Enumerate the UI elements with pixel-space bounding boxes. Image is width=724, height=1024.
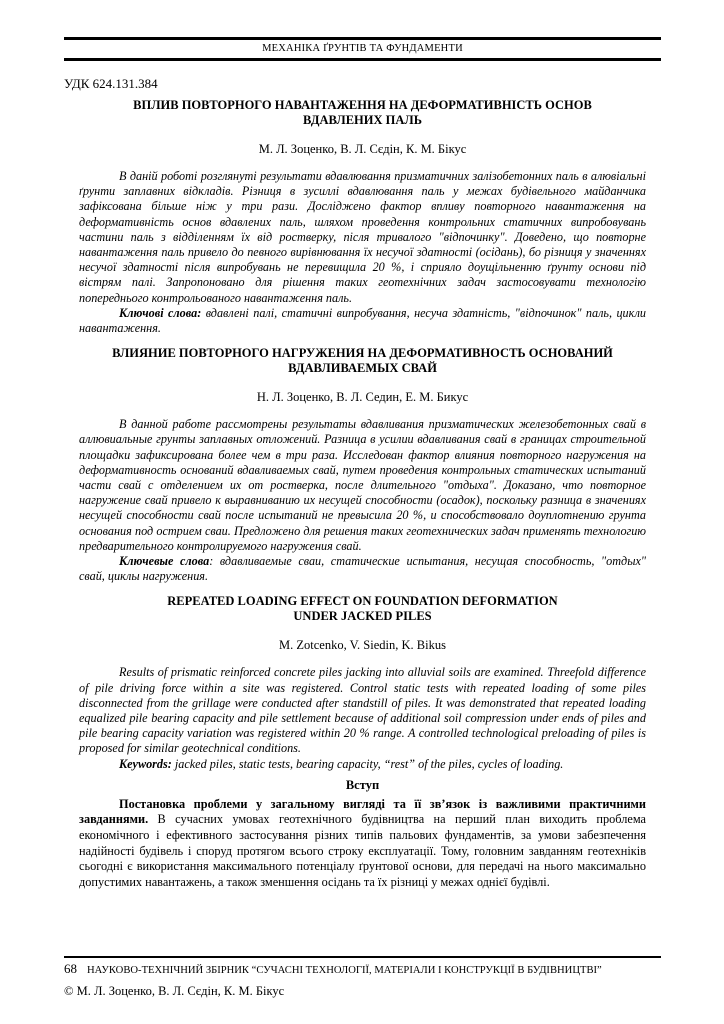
ua-keywords-label: Ключові слова: [119, 305, 202, 320]
intro-paragraph [79, 797, 646, 891]
ru-title-line1: ВЛИЯНИЕ ПОВТОРНОГО НАГРУЖЕНИЯ НА ДЕФОРМАТИВНОСТЬ ОСНОВАНИЙ [112, 346, 613, 361]
running-title: МЕХАНІКА ҐРУНТІВ ТА ФУНДАМЕНТИ [262, 43, 463, 54]
ua-title [79, 98, 646, 128]
article-content [79, 98, 646, 890]
en-title-line1: REPEATED LOADING EFFECT ON FOUNDATION DEFORMATION [167, 594, 558, 609]
ru-keywords-text: : вдавливаемые сваи, статические испытания, несущая способность, "отдых" свай, циклы нагружения. [79, 554, 646, 584]
ru-section [79, 346, 646, 584]
copyright: © М. Л. Зоценко, В. Л. Сєдін, К. М. Бікус [64, 984, 285, 998]
intro-heading: Вступ [345, 777, 380, 792]
en-keywords-text: jacked piles, static tests, bearing capacity, “rest” of the piles, cycles of loading. [171, 756, 564, 771]
ru-abstract: В данной работе рассмотрены результаты вдавливания призматических железобетонных свай в аллювиальные грунты заплавных отложений. Разница в усилии вдавливания свай в границах строительной площадки зафиксирована более чем в три раза. Исследован фактор влияния повторного нагружения на деформативность оснований вдавливаемых свай, путем проведения контрольных статических испытаний части свай с отделением их от ростверка, после длительного "отдыха". Доказано, что повторное нагружение свай привело к выравниванию их несущей способности (осадок), поскольку разница в значениях несущей способности свай после испытаний не превысила 20 %, и способствовало доуплотнению грунта основания под острием сваи. Предложено для решения таких геотехнических задач применять технологию предварительного контролируемого нагружения свай. [79, 417, 646, 553]
ua-title-line1: ВПЛИВ ПОВТОРНОГО НАВАНТАЖЕННЯ НА ДЕФОРМАТИВНІСТЬ ОСНОВ [133, 98, 592, 112]
en-section [79, 594, 646, 771]
ua-authors: М. Л. Зоценко, В. Л. Сєдін, К. М. Бікус [258, 142, 467, 156]
en-title-line2: UNDER JACKED PILES [293, 609, 432, 624]
ru-title-line2: ВДАВЛИВАЕМЫХ СВАЙ [288, 361, 437, 376]
udk-code: УДК 624.131.384 [64, 76, 158, 91]
en-title [79, 594, 646, 624]
en-keywords-label: Keywords: [119, 756, 172, 771]
intro-text: В сучасних умовах геотехнічного будівництва на перший план виходить проблема економічного і ефективного застосування різних типів пальових фундаментів, за умови забезпечення надійності будівель і споруд протягом всього строку експлуатації. Тому, головним завданням геотехніків сьогодні є використання максимального потенціалу ґрунтової основи, для передачі на нього максимально допустимих навантажень, а також зменшення осідань та їх різниці у межах однієї будівлі. [79, 812, 646, 889]
ua-abstract: В даній роботі розглянуті результати вдавлювання призматичних залізобетонних паль в алювіальні ґрунти заплавних відкладів. Різниця в зусиллі вдавлювання паль у межах будівельного майданчика зафіксована більше ніж у три рази. Досліджено фактор впливу повторного навантаження на деформативність основ вдавлених паль, шляхом проведення контрольних статичних випробовувань частини паль з відділенням їх від ростверку, після тривалого "відпочинку". Доведено, що повторне навантаження паль привело до певного вирівнювання їх несучої здатності (осідань), бо різниця у значеннях несучої здатності після випробувань не перевищила 20 %, і сприяло доущільненню ґрунту основи під вістрям палі. Запропоновано для рішення таких геотехнічних задач застосовувати технологію попереднього контрольованого навантаження паль. [79, 169, 646, 305]
en-authors: M. Zotcenko, V. Siedin, K. Bikus [279, 638, 446, 653]
page-footer [64, 961, 661, 977]
intro-lead: Постановка проблеми у загальному вигляді та її зв’язок із важливими практичними завданнями. [79, 796, 646, 827]
footer-rule [64, 956, 661, 958]
ua-keywords-text: вдавлені палі, статичні випробування, несуча здатність, "відпочинок" паль, цикли навантаження. [79, 305, 646, 336]
en-keywords [79, 757, 646, 772]
en-abstract: Results of prismatic reinforced concrete piles jacking into alluvial soils are examined. Threefold difference of pile driving force within a site was registered. Control static tests with repeated loading of some piles disconnected from the grillage were conducted after standstill of piles. It was demonstrated that repeated loading equalized pile bearing capacity and pile settlement because of additional soil compression under ends of piles and pile bearing capacity variation was registered within 20 % range. A controlled technological preloading of piles is proposed for similar geotechnical conditions. [79, 665, 646, 756]
ua-title-line2: ВДАВЛЕНИХ ПАЛЬ [303, 113, 422, 127]
ru-title [79, 346, 646, 376]
ua-section [79, 98, 646, 336]
header-rule-top [64, 37, 661, 40]
ua-keywords [79, 306, 646, 336]
ru-keywords [79, 554, 646, 584]
header-rule-bottom [64, 58, 661, 61]
intro-section [79, 778, 646, 891]
ru-authors: Н. Л. Зоценко, В. Л. Седин, Е. М. Бикус [256, 390, 469, 405]
ru-keywords-label: Ключевые слова [119, 554, 210, 569]
page-number: 68 [64, 961, 77, 976]
journal-name: НАУКОВО-ТЕХНІЧНИЙ ЗБІРНИК “СУЧАСНІ ТЕХНОЛОГІЇ, МАТЕРІАЛИ І КОНСТРУКЦІЇ В БУДІВНИЦТВІ” [87, 965, 602, 976]
